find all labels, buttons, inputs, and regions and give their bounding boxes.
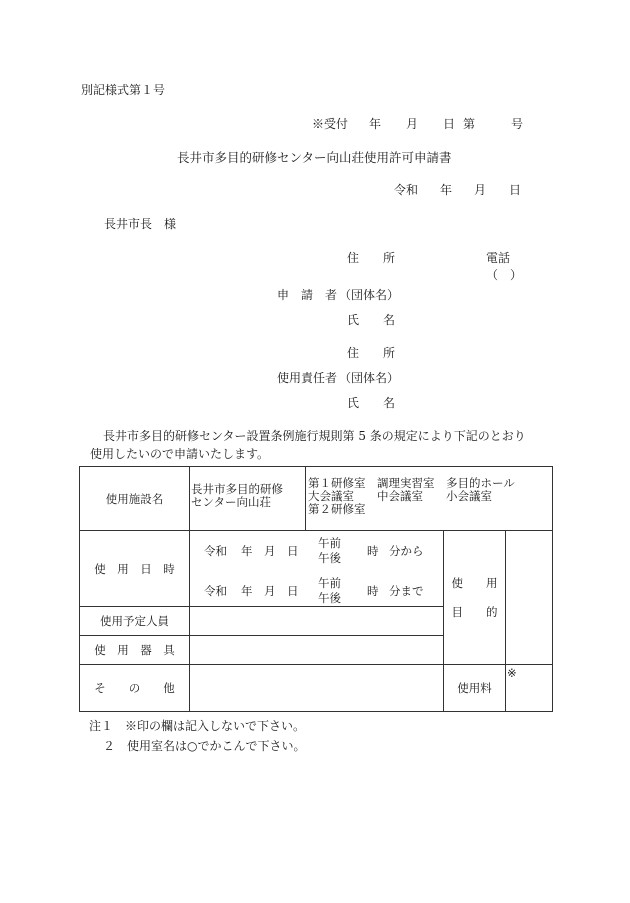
room-options-line3: 第２研修室 [308, 502, 366, 516]
document-title: 長井市多目的研修センター向山荘使用許可申請書 [177, 150, 452, 165]
start-hour: 時 [367, 544, 379, 558]
fee-mark: ※ [507, 666, 517, 680]
date-day: 日 [509, 183, 522, 197]
receipt-month: 月 [406, 117, 419, 131]
date-line [394, 183, 521, 197]
end-hour: 時 [367, 584, 379, 598]
note-1: 注１ ※印の欄は記入しないで下さい。 [89, 719, 306, 733]
facility-name-line1: 長井市多目的研修 [191, 482, 283, 496]
fee-label: 使用料 [444, 665, 506, 712]
people-label: 使用予定人員 [80, 607, 190, 636]
end-am: 午前 [318, 576, 341, 590]
end-month: 月 [264, 584, 276, 598]
applicant-phone-label: 電話 [486, 251, 511, 265]
other-label: そ の 他 [80, 665, 190, 712]
start-minute: 分から [389, 544, 424, 558]
usage-datetime-cell [190, 531, 444, 607]
room-options-cell [306, 467, 553, 531]
body-text-line2: 使用したいので申請いたします。 [90, 447, 270, 461]
end-minute: 分まで [389, 584, 424, 598]
purpose-label-line1: 使 用 [451, 575, 498, 590]
receipt-year: 年 [369, 117, 382, 131]
receipt-day: 日 [443, 117, 456, 131]
form-number: 別記様式第１号 [81, 83, 166, 97]
date-month: 月 [474, 183, 487, 197]
end-era: 令和 [204, 584, 227, 598]
start-day: 日 [287, 544, 299, 558]
application-table [79, 466, 553, 712]
end-year: 年 [241, 584, 253, 598]
people-input-cell[interactable] [190, 607, 444, 636]
date-era: 令和 [394, 183, 419, 197]
addressee: 長井市長 様 [104, 217, 177, 231]
end-day: 日 [287, 584, 299, 598]
responsible-group-label: （団体名） [339, 371, 400, 385]
applicant-name-label: 氏 名 [347, 313, 396, 327]
facility-name-line2: センター向山荘 [191, 495, 272, 509]
start-year: 年 [241, 544, 253, 558]
receipt-number-prefix: 第 [463, 117, 476, 131]
start-am: 午前 [318, 536, 341, 550]
room-options-line1: 第１研修室 調理実習室 多目的ホール [308, 476, 515, 490]
facility-row [80, 467, 553, 531]
applicant-address-label: 住 所 [347, 251, 396, 265]
applicant-group-label: （団体名） [339, 288, 400, 302]
receipt-number-suffix: 号 [511, 117, 524, 131]
room-options-line2: 大会議室 中会議室 小会議室 [308, 489, 492, 503]
usage-datetime-label: 使 用 日 時 [80, 531, 190, 607]
responsible-address-label: 住 所 [347, 346, 396, 360]
start-era: 令和 [204, 544, 227, 558]
equipment-input-cell[interactable] [190, 636, 444, 665]
purpose-label-line2: 目 的 [451, 604, 498, 619]
equipment-label: 使 用 器 具 [80, 636, 190, 665]
receipt-line [312, 117, 523, 131]
fee-cell [506, 665, 553, 712]
receipt-mark: ※受付 [312, 117, 349, 131]
usage-datetime-row [80, 531, 553, 607]
responsible-role-label: 使用責任者 [277, 371, 338, 385]
date-year: 年 [440, 183, 453, 197]
other-input-cell[interactable] [190, 665, 444, 712]
purpose-label [444, 531, 506, 665]
purpose-input-cell[interactable] [506, 531, 553, 665]
start-month: 月 [264, 544, 276, 558]
note-2: ２ 使用室名は○でかこんで下さい。 [103, 739, 306, 753]
applicant-role-label: 申 請 者 [277, 288, 338, 302]
facility-label: 使用施設名 [80, 467, 190, 531]
applicant-phone-parens: （ ） [486, 268, 523, 282]
other-row [80, 665, 553, 712]
start-pm: 午後 [318, 551, 341, 565]
body-text-line1: 長井市多目的研修センター設置条例施行規則第 5 条の規定により下記のとおり [103, 429, 526, 443]
responsible-name-label: 氏 名 [347, 396, 396, 410]
facility-name-cell [190, 467, 306, 531]
end-pm: 午後 [318, 591, 341, 605]
